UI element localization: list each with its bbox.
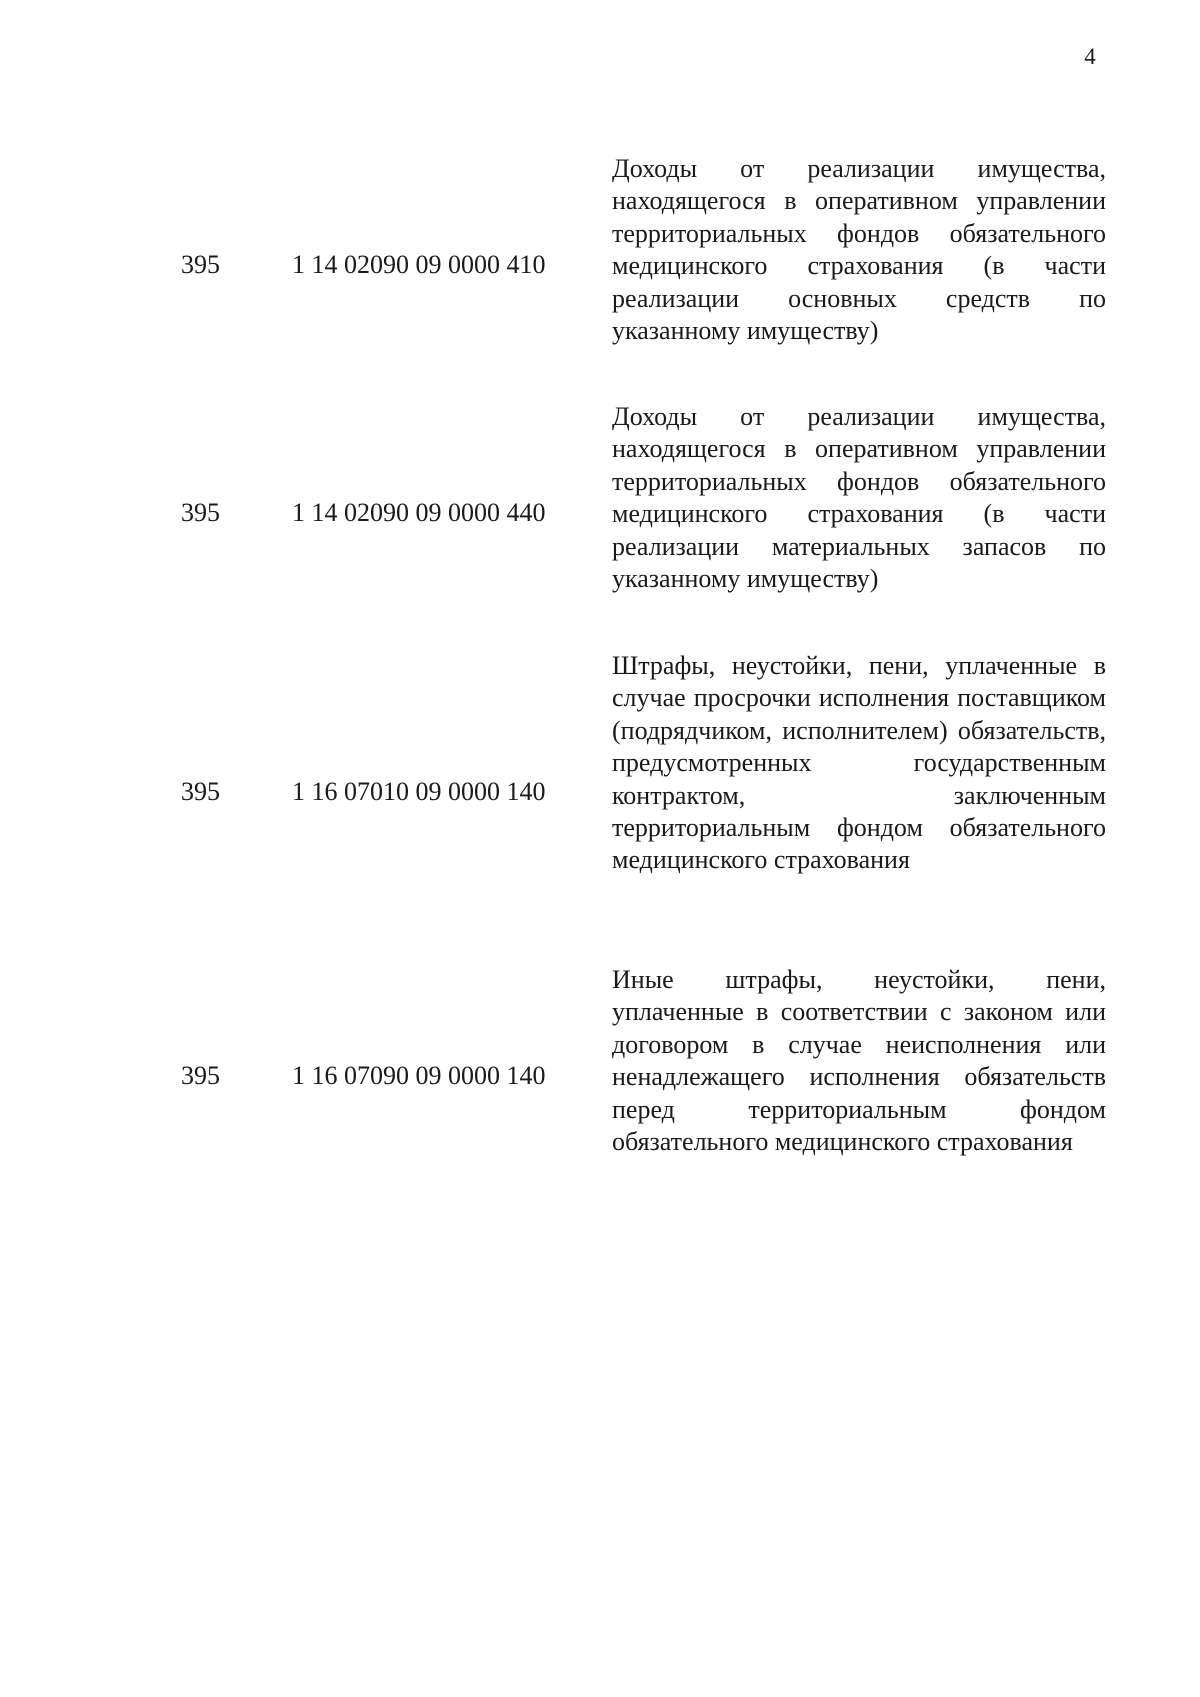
budget-classification-code: 1 14 02090 09 0000 410	[292, 250, 546, 279]
revenue-description: Иные штрафы, неустойки, пени, уплаченные в соответствии с законом или договором в случае неисполнения или ненадлежащего исполнения обязательств перед территориальным фондом обязательного медицинского страхования	[612, 965, 1106, 1157]
budget-classification-code: 1 14 02090 09 0000 440	[292, 498, 546, 527]
revenue-description: Штрафы, неустойки, пени, уплаченные в случае просрочки исполнения поставщиком (подрядчиком, исполнителем) обязательств, предусмотренных государственным контрактом, заключенным территориальным фондом обязательного медицинского страхования	[612, 651, 1106, 875]
revenue-description: Доходы от реализации имущества, находящегося в оперативном управлении территориальных фондов обязательного медицинского страхования (в части реализации материальных запасов по указанному имуществу)	[612, 402, 1106, 594]
admin-code: 395	[181, 250, 220, 279]
budget-classification-code: 1 16 07010 09 0000 140	[292, 777, 546, 806]
budget-classification-code: 1 16 07090 09 0000 140	[292, 1061, 546, 1090]
admin-code: 395	[181, 777, 220, 806]
admin-code: 395	[181, 1061, 220, 1090]
revenue-description: Доходы от реализации имущества, находящегося в оперативном управлении территориальных фондов обязательного медицинского страхования (в части реализации основных средств по указанному имуществу)	[612, 154, 1106, 346]
page-number: 4	[1084, 44, 1096, 69]
admin-code: 395	[181, 498, 220, 527]
